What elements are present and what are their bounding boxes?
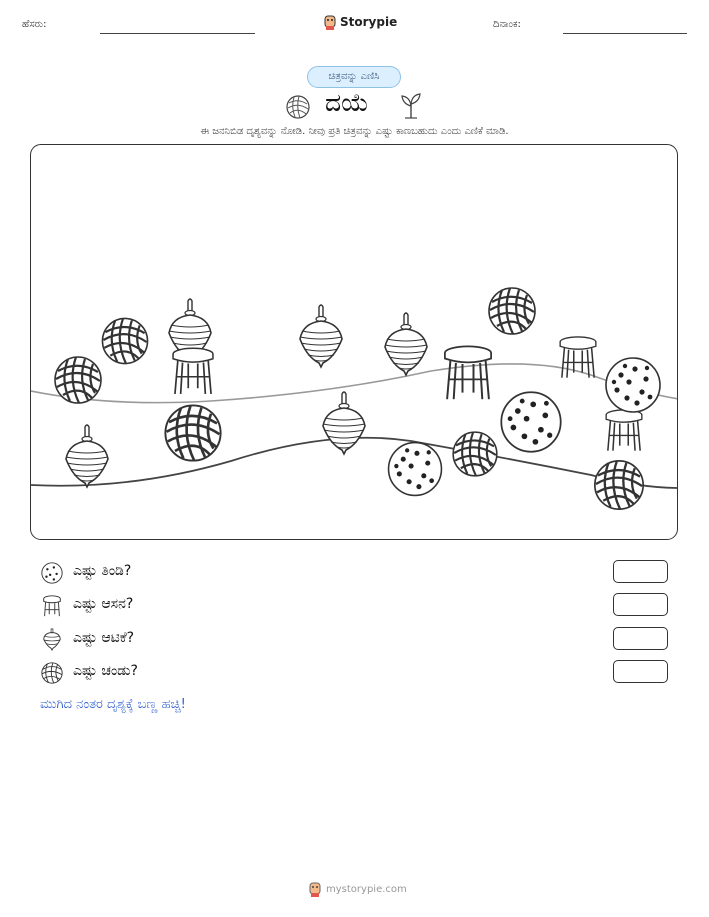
name-label: ಹೆಸರು:: [22, 19, 47, 30]
counting-scene: [30, 144, 678, 540]
footer: [308, 880, 407, 898]
yarn-ball: [165, 405, 220, 460]
yarn-ball: [102, 318, 147, 363]
yarn-ball: [489, 288, 535, 334]
date-field-line[interactable]: [563, 33, 687, 34]
instructions: ಈ ಜನನಿಬಿಡ ದೃಶ್ಯವನ್ನು ನೋಡಿ. ನೀವು ಪ್ರತಿ ಚಿತ್ರವನ್ನು ಎಷ್ಟು ಕಾಣಬಹುದು ಎಂದು ಎಣಿಕೆ ಮಾಡಿ.: [200, 126, 509, 137]
spinning-top: [66, 425, 108, 487]
question-row-toys: [40, 628, 670, 652]
coloring-note: ಮುಗಿದ ನಂತರ ದೃಶ್ಯಕ್ಕೆ ಬಣ್ಣ ಹಚ್ಚಿ!: [40, 697, 186, 712]
stool: [606, 410, 642, 451]
sprout-icon: [399, 92, 423, 120]
question-text: ಎಷ್ಟು ಆಟಿಕೆ?: [73, 630, 135, 646]
cookie: [501, 392, 560, 451]
storypie-logo: [323, 13, 397, 31]
front-hill-line: [31, 438, 678, 488]
name-field-line[interactable]: [100, 33, 255, 34]
cookie: [606, 358, 660, 412]
back-hill-line: [31, 364, 678, 403]
mascot-icon: [323, 13, 337, 31]
yarn-ball-icon: [40, 661, 64, 685]
site-url[interactable]: mystorypie.com: [326, 883, 407, 895]
page-title: ದಯೆ: [325, 88, 369, 117]
stool-icon: [40, 594, 64, 618]
stool: [173, 348, 213, 394]
cookie-icon: [40, 561, 64, 585]
yarn-ball: [595, 461, 643, 509]
answer-box-snacks[interactable]: [613, 560, 668, 583]
answer-box-seats[interactable]: [613, 593, 668, 616]
spinning-top: [385, 313, 427, 375]
question-text: ಎಷ್ಟು ಆಸನ?: [73, 596, 134, 612]
date-label: ದಿನಾಂಕ:: [493, 19, 521, 30]
yarn-ball-icon: [285, 94, 311, 120]
yarn-ball: [55, 357, 101, 403]
spinning-top: [323, 392, 365, 454]
spinning-top: [300, 305, 342, 367]
question-row-snacks: [40, 561, 670, 585]
question-text: ಎಷ್ಟು ಚಂಡು?: [73, 663, 138, 679]
cookie: [389, 443, 442, 496]
mascot-icon: [308, 880, 322, 898]
activity-pill: ಚಿತ್ರವನ್ನು ಎಣಿಸಿ: [307, 66, 401, 88]
scene-drawing: [31, 145, 678, 540]
question-row-seats: [40, 594, 670, 618]
answer-box-toys[interactable]: [613, 627, 668, 650]
spinning-top-icon: [40, 628, 64, 652]
stool: [445, 346, 491, 399]
yarn-ball: [453, 432, 497, 476]
answer-box-balls[interactable]: [613, 660, 668, 683]
question-text: ಎಷ್ಟು ತಿಂಡಿ?: [73, 563, 132, 579]
brand-name: Storypie: [340, 15, 398, 29]
title-row: [283, 90, 423, 120]
question-row-balls: [40, 661, 670, 685]
